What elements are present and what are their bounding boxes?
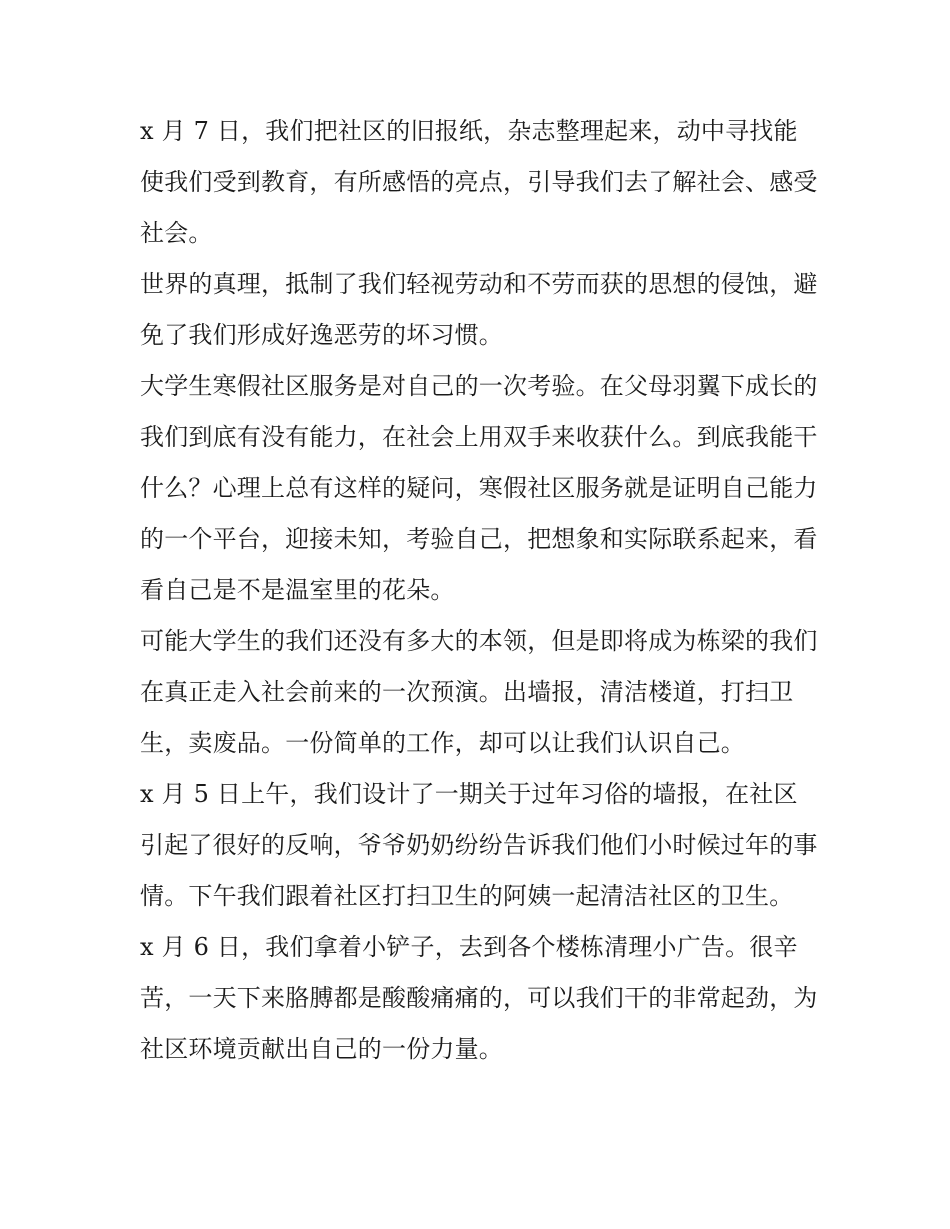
paragraph-2: 世界的真理，抵制了我们轻视劳动和不劳而获的思想的侵蚀，避免了我们形成好逸恶劳的坏习惯。 (140, 270, 818, 349)
document-body (140, 106, 820, 1075)
paragraph-1: x 月 7 日，我们把社区的旧报纸，杂志整理起来，动中寻找能使我们受到教育，有所感悟的亮点，引导我们去了解社会、感受社会。 (140, 117, 818, 247)
paragraph-4: 可能大学生的我们还没有多大的本领，但是即将成为栋梁的我们在真正走入社会前来的一次预演。出墙报，清洁楼道，打扫卫生，卖废品。一份简单的工作，却可以让我们认识自己。 (140, 627, 818, 757)
paragraph-6: x 月 6 日，我们拿着小铲子，去到各个楼栋清理小广告。很辛苦，一天下来胳膊都是酸酸痛痛的，可以我们干的非常起劲，为社区环境贡献出自己的一份力量。 (140, 933, 818, 1063)
paragraph-5: x 月 5 日上午，我们设计了一期关于过年习俗的墙报，在社区引起了很好的反响，爷爷奶奶纷纷告诉我们他们小时候过年的事情。下午我们跟着社区打扫卫生的阿姨一起清洁社区的卫生。 (140, 780, 818, 910)
paragraph-3: 大学生寒假社区服务是对自己的一次考验。在父母羽翼下成长的我们到底有没有能力，在社会上用双手来收获什么。到底我能干什么？心理上总有这样的疑问，寒假社区服务就是证明自己能力的一个平台，迎接未知，考验自己，把想象和实际联系起来，看看自己是不是温室里的花朵。 (140, 372, 818, 604)
